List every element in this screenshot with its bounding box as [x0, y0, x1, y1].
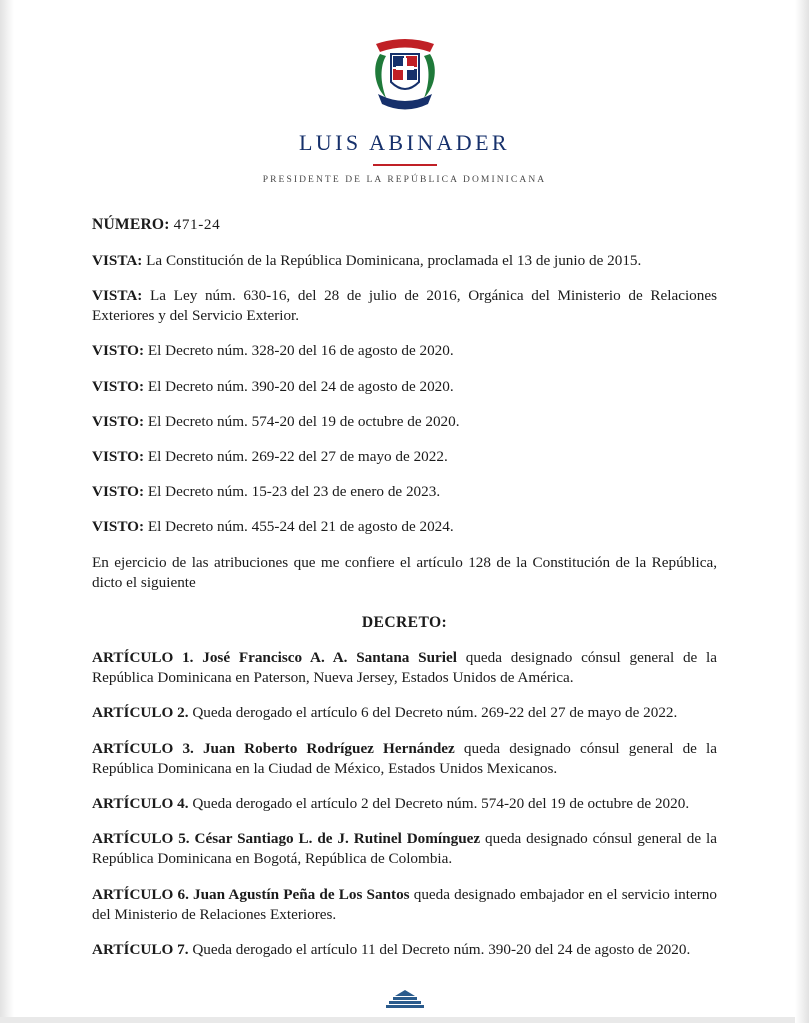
articulo-7	[92, 940, 717, 960]
articulo-1	[92, 648, 717, 688]
considerando-4	[92, 377, 717, 397]
document-header	[0, 0, 809, 185]
palacio-nacional-emblem-icon	[385, 989, 425, 1013]
document-body	[92, 185, 717, 960]
considerando-text: La Constitución de la República Dominicana, proclamada el 13 de junio de 2015.	[142, 251, 642, 269]
considerando-text: El Decreto núm. 574-20 del 19 de octubre de 2020.	[144, 412, 460, 430]
considerando-text: El Decreto núm. 455-24 del 21 de agosto de 2024.	[144, 518, 454, 536]
articulo-lead: ARTÍCULO 3. Juan Roberto Rodríguez Hernández	[92, 739, 455, 757]
considerando-2	[92, 286, 717, 326]
considerando-label: VISTA:	[92, 286, 143, 304]
considerando-label: VISTO:	[92, 483, 145, 501]
considerando-8	[92, 517, 717, 537]
considerando-label: VISTO:	[92, 518, 145, 536]
considerando-7	[92, 482, 717, 502]
articulo-5	[92, 829, 717, 869]
page-bottom-edge	[0, 1017, 809, 1023]
considerando-text: La Ley núm. 630-16, del 28 de julio de 2016, Orgánica del Ministerio de Relaciones Exteriores y del Servicio Exterior.	[92, 286, 717, 325]
considerando-label: VISTO:	[92, 377, 145, 395]
articulo-lead: ARTÍCULO 1. José Francisco A. A. Santana Suriel	[92, 648, 457, 666]
president-name: LUIS ABINADER	[298, 130, 511, 155]
articulo-text: queda designado cónsul general de la República Dominicana en Paterson, Nueva Jersey, Estados Unidos de América.	[92, 648, 717, 687]
articulo-text: Queda derogado el artículo 6 del Decreto núm. 269-22 del 27 de mayo de 2022.	[188, 704, 678, 722]
articulo-4	[92, 794, 717, 814]
considerando-3	[92, 341, 717, 361]
articulo-text: queda designado cónsul general de la República Dominicana en Bogotá, República de Colombia.	[92, 830, 717, 868]
president-title: PRESIDENTE DE LA REPÚBLICA DOMINICANA	[262, 175, 547, 185]
articulo-text: Queda derogado el artículo 11 del Decreto núm. 390-20 del 24 de agosto de 2020.	[188, 941, 691, 959]
considerando-label: VISTA:	[92, 251, 143, 269]
considerando-1	[92, 251, 717, 271]
articulo-6	[92, 885, 717, 925]
articulo-text: queda designado cónsul general de la República Dominicana en la Ciudad de México, Estados Unidos Mexicanos.	[92, 739, 717, 777]
considerando-label: VISTO:	[92, 448, 145, 466]
considerando-text: El Decreto núm. 269-22 del 27 de mayo de 2022.	[144, 448, 448, 466]
footer-watermark	[0, 989, 809, 1013]
articulo-lead: ARTÍCULO 5. César Santiago L. de J. Rutinel Domínguez	[92, 830, 481, 848]
coat-of-arms-icon	[366, 30, 444, 114]
considerando-label: VISTO:	[92, 342, 145, 360]
articulo-text: queda designado embajador en el servicio interno del Ministerio de Relaciones Exteriores.	[92, 885, 717, 923]
considerando-text: El Decreto núm. 15-23 del 23 de enero de 2023.	[144, 483, 441, 501]
considerando-label: VISTO:	[92, 412, 145, 430]
considerando-6	[92, 447, 717, 467]
articulo-2	[92, 703, 717, 723]
articulo-3	[92, 739, 717, 779]
articulo-text: Queda derogado el artículo 2 del Decreto núm. 574-20 del 19 de octubre de 2020.	[188, 794, 690, 812]
articulo-lead: ARTÍCULO 7.	[92, 941, 189, 959]
decree-number-value: 471-24	[173, 216, 221, 233]
articulo-lead: ARTÍCULO 4.	[92, 794, 189, 812]
considerando-text: El Decreto núm. 328-20 del 16 de agosto de 2020.	[144, 342, 454, 360]
considerando-5	[92, 412, 717, 432]
considerando-text: El Decreto núm. 390-20 del 24 de agosto de 2020.	[144, 377, 454, 395]
header-divider	[373, 164, 437, 166]
articulo-lead: ARTÍCULO 6. Juan Agustín Peña de Los Santos	[92, 885, 410, 903]
decree-number-label: NÚMERO:	[92, 216, 170, 233]
decree-number-line	[92, 215, 717, 236]
ejercicio-paragraph: En ejercicio de las atribuciones que me confiere el artículo 128 de la Constitución de la República, dicto el siguiente	[92, 553, 717, 591]
articulo-lead: ARTÍCULO 2.	[92, 704, 189, 722]
decreto-heading: DECRETO:	[361, 614, 448, 632]
